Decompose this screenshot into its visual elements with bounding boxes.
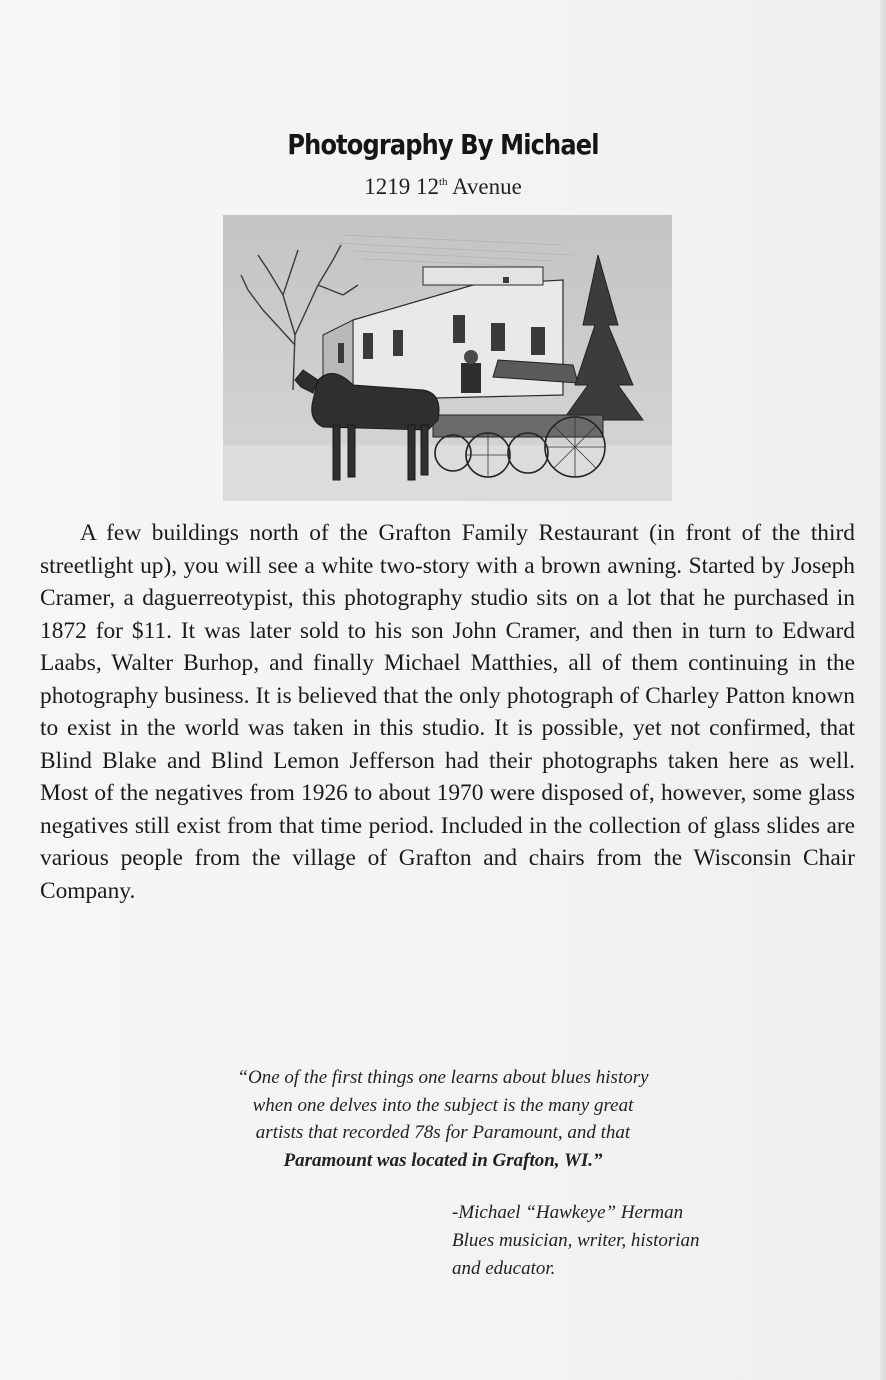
quote-line: “One of the first things one learns about blues history (237, 1067, 649, 1088)
description-paragraph: A few buildings north of the Grafton Family Restaurant (in front of the third streetlight up), you will see a white two-story with a brown awning. Started by Joseph Cramer, a daguerreotypist, this photography studio sits on a lot that he purchased in 1872 for $11. It was later sold to his son John Cramer, and then in turn to Edward Laabs, Walter Burhop, and finally Michael Matthies, all of them continuing in the photography business. It is believed that the only photograph of Charley Patton known to exist in the world was taken in this studio. It is possible, yet not confirmed, that Blind Blake and Blind Lemon Jefferson had their photographs taken here as well. Most of the negatives from 1926 to about 1970 were disposed of, however, some glass negatives still exist from that time period. Included in the collection of glass slides are various people from the village of Grafton and chairs from the Wisconsin Chair Company. (40, 520, 855, 904)
address-suffix: th (438, 176, 448, 188)
page-edge (880, 0, 886, 1380)
quote-line: when one delves into the subject is the many great (252, 1094, 634, 1116)
quote-line: artists that recorded 78s for Paramount, and that (255, 1122, 631, 1143)
page-title: Photography By Michael (287, 128, 599, 161)
attribution-name: -Michael “Hawkeye” Herman (452, 1202, 684, 1223)
address-number: 1219 12 (364, 174, 439, 199)
blockquote (140, 1064, 746, 1174)
address-street: Avenue (447, 174, 522, 199)
attribution-role-cont: and educator. (452, 1258, 556, 1279)
quote-attribution (452, 1199, 782, 1283)
building-illustration (223, 215, 672, 501)
attribution-role: Blues musician, writer, historian (452, 1230, 700, 1251)
address (0, 174, 886, 200)
quote-line-emphasis: Paramount was located in Grafton, WI.” (283, 1149, 603, 1171)
